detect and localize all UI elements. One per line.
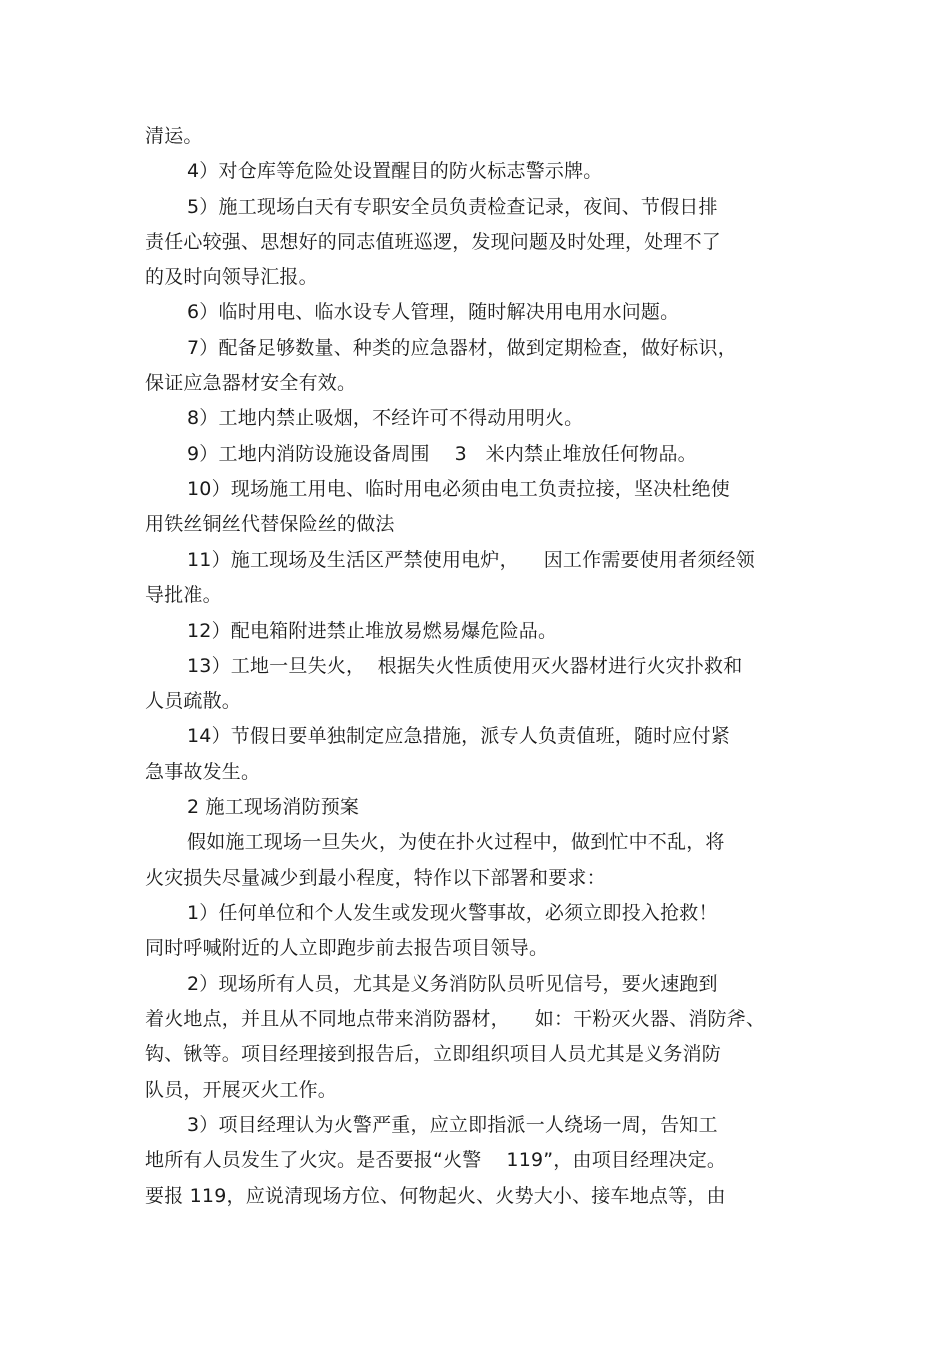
text-line: 14）节假日要单独制定应急措施，派专人负责值班，随时应付紧 <box>187 725 730 747</box>
text-line: 人员疏散。 <box>145 690 242 712</box>
text-line: 9）工地内消防设施设备周围 3 米内禁止堆放任何物品。 <box>187 443 697 465</box>
text-line: 要报 119，应说清现场方位、何物起火、火势大小、接车地点等，由 <box>145 1185 726 1207</box>
text-line: 的及时向领导汇报。 <box>145 266 318 288</box>
text-line: 6）临时用电、临水设专人管理，随时解决用电用水问题。 <box>187 301 680 323</box>
text-line: 清运。 <box>145 125 203 147</box>
text-line: 4）对仓库等危险处设置醒目的防火标志警示牌。 <box>187 160 603 182</box>
text-line: 假如施工现场一旦失火，为使在扑火过程中，做到忙中不乱，将 <box>187 831 725 853</box>
text-line: 保证应急器材安全有效。 <box>145 372 357 394</box>
text-line: 3）项目经理认为火警严重，应立即指派一人绕场一周，告知工 <box>187 1114 718 1136</box>
text-line: 5）施工现场白天有专职安全员负责检查记录，夜间、节假日排 <box>187 196 718 218</box>
text-line: 着火地点，并且从不同地点带来消防器材， 如：干粉灭火器、消防斧、 <box>145 1008 766 1030</box>
text-line: 12）配电箱附进禁止堆放易燃易爆危险品。 <box>187 620 558 642</box>
text-line: 钩、锹等。项目经理接到报告后，立即组织项目人员尤其是义务消防 <box>145 1043 722 1065</box>
text-line: 导批准。 <box>145 584 222 606</box>
text-line: 2）现场所有人员，尤其是义务消防队员听见信号，要火速跑到 <box>187 973 718 995</box>
text-line: 同时呼喊附近的人立即跑步前去报告项目领导。 <box>145 937 549 959</box>
text-line: 13）工地一旦失火， 根据失火性质使用灭火器材进行火灾扑救和 <box>187 655 743 677</box>
text-line: 1）任何单位和个人发生或发现火警事故，必须立即投入抢救！ <box>187 902 718 924</box>
text-line: 7）配备足够数量、种类的应急器材，做到定期检查，做好标识， <box>187 337 737 359</box>
text-line: 地所有人员发生了火灾。是否要报“火警 119”，由项目经理决定。 <box>145 1149 727 1171</box>
text-line: 10）现场施工用电、临时用电必须由电工负责拉接，坚决杜绝使 <box>187 478 730 500</box>
text-line: 责任心较强、思想好的同志值班巡逻，发现问题及时处理，处理不了 <box>145 231 722 253</box>
section-heading: 2 施工现场消防预案 <box>187 796 360 818</box>
text-line: 急事故发生。 <box>145 761 261 783</box>
text-line: 队员，开展灭火工作。 <box>145 1079 338 1101</box>
text-line: 用铁丝铜丝代替保险丝的做法 <box>145 513 395 535</box>
text-line: 8）工地内禁止吸烟，不经许可不得动用明火。 <box>187 407 584 429</box>
text-line: 11）施工现场及生活区严禁使用电炉， 因工作需要使用者须经领 <box>187 549 755 571</box>
text-line: 火灾损失尽量减少到最小程度，特作以下部署和要求： <box>145 867 606 889</box>
